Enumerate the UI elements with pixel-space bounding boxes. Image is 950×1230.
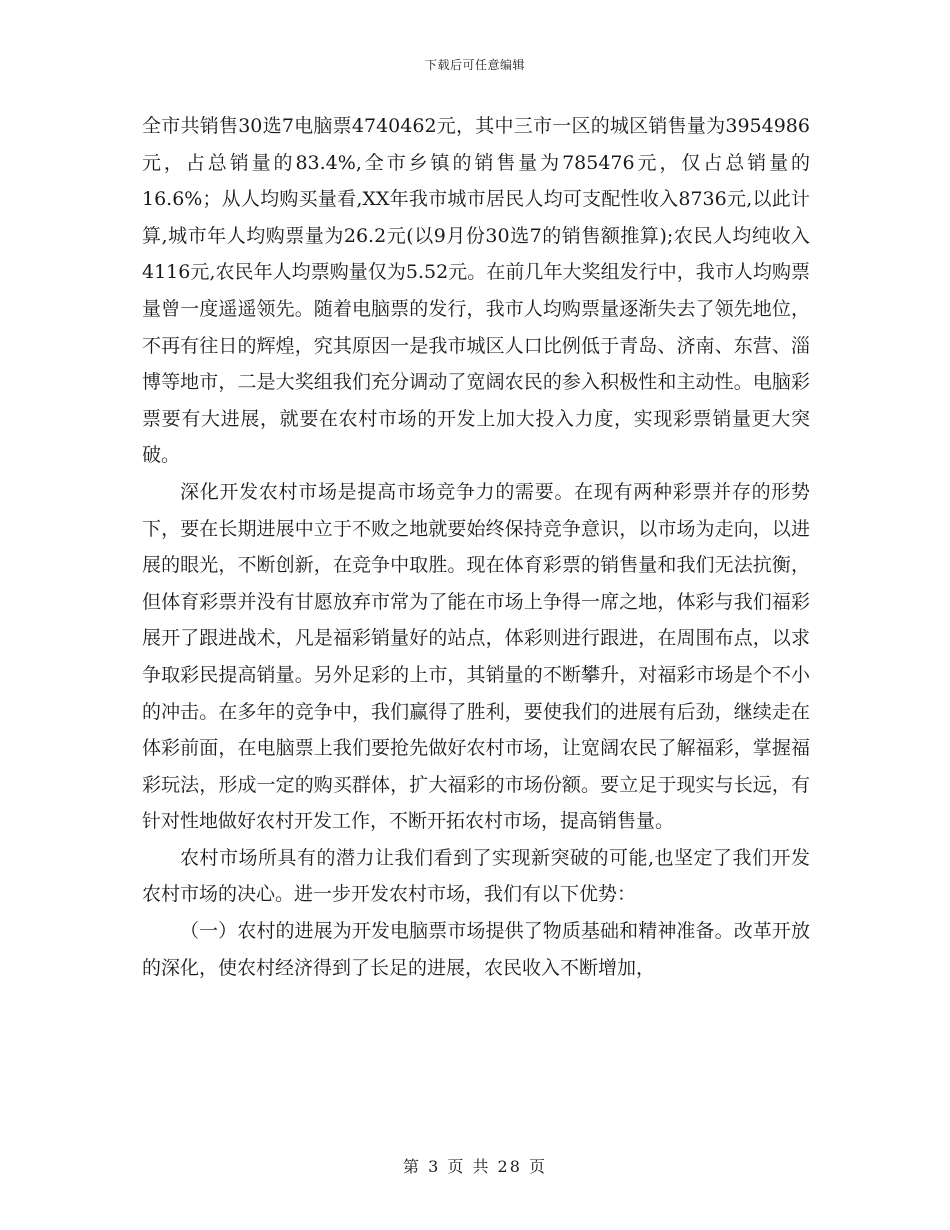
paragraph-2: 深化开发农村市场是提高市场竞争力的需要。在现有两种彩票并存的形势下，要在长期进展中立于不败之地就要始终保持竞争意识，以市场为走向，以进展的眼光，不断创新，在竞争中取胜。现在体育彩票的销售量和我们无法抗衡，但体育彩票并没有甘愿放弃市常为了能在市场上争得一席之地，体彩与我们福彩展开了跟进战术，凡是福彩销量好的站点，体彩则进行跟进，在周围布点，以求争取彩民提高销量。另外足彩的上市，其销量的不断攀升，对福彩市场是个不小的冲击。在多年的竞争中，我们赢得了胜利，要使我们的进展有后劲，继续走在体彩前面，在电脑票上我们要抢先做好农村市场，让宽阔农民了解福彩，掌握福彩玩法，形成一定的购买群体，扩大福彩的市场份额。要立足于现实与长远，有针对性地做好农村开发工作，不断开拓农村市场，提高销售量。 — [142, 480, 810, 833]
paragraph-4: （一）农村的进展为开发电脑票市场提供了物质基础和精神准备。改革开放的深化，使农村经济得到了长足的进展，农民收入不断增加， — [142, 920, 810, 979]
paragraph-1: 全市共销售30选7电脑票4740462元，其中三市一区的城区销售量为3954986元，占总销量的83.4%,全市乡镇的销售量为785476元，仅占总销量的16.6%；从人均购买量看,XX年我市城市居民人均可支配性收入8736元,以此计算,城市年人均购票量为26.2元(以9月份30选7的销售额推算);农民人均纯收入4116元,农民年人均票购量仅为5.52元。在前几年大奖组发行中，我市人均购票量曾一度遥遥领先。随着电脑票的发行，我市人均购票量逐渐失去了领先地位，不再有往日的辉煌，究其原因一是我市城区人口比例低于青岛、济南、东营、淄博等地市，二是大奖组我们充分调动了宽阔农民的参入积极性和主动性。电脑彩票要有大进展，就要在农村市场的开发上加大投入力度，实现彩票销量更大突破。 — [142, 115, 810, 467]
document-body — [142, 108, 810, 986]
page-footer: 第 3 页 共 28 页 — [403, 1157, 547, 1176]
paragraph-3: 农村市场所具有的潜力让我们看到了实现新突破的可能,也坚定了我们开发农村市场的决心。进一步开发农村市场，我们有以下优势： — [142, 846, 810, 906]
page-header: 下载后可任意编辑 — [424, 58, 525, 72]
